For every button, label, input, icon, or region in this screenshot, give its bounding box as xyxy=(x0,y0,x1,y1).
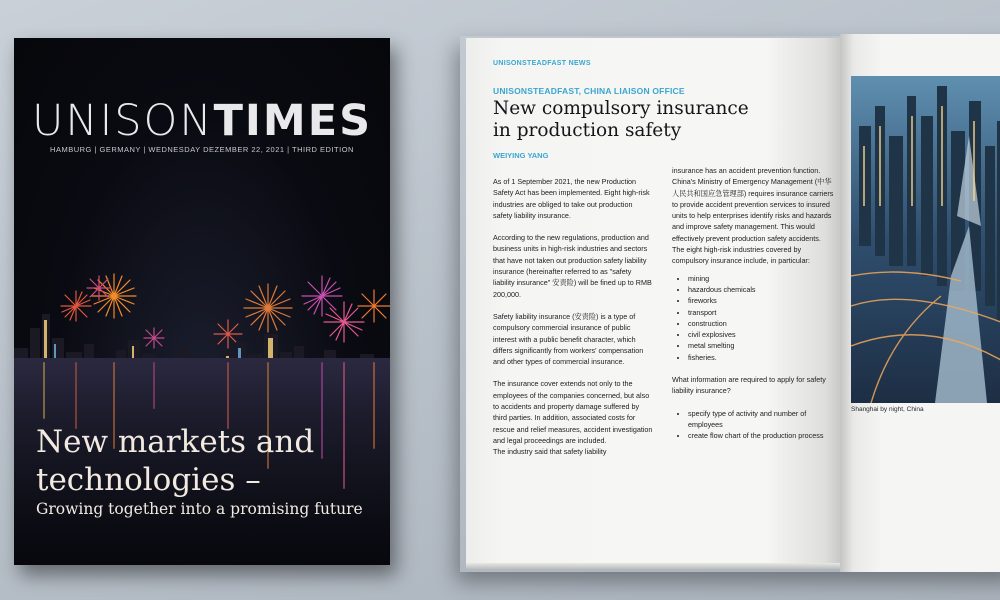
industry-list xyxy=(672,273,834,363)
paragraph: The industry said that safety liability xyxy=(493,447,607,457)
city-aerial-illustration xyxy=(851,76,1000,403)
cover-headline xyxy=(36,423,381,499)
masthead-bold: TIMES xyxy=(213,96,373,146)
article-column-2 xyxy=(672,165,834,453)
magazine-cover xyxy=(14,38,390,565)
list-item: • metal smelting xyxy=(688,340,834,351)
paragraph: Safety liability insurance (安责险) is a type of compulsory commercial insurance of public interest with a public benefit character, which differs significantly from workers' compensation and other types of commercial insurance. xyxy=(493,311,644,367)
paragraph: As of 1 September 2021, the new Production Safety Act has been implemented. Eight high-risk industries are obliged to take out production safety liability insurance. xyxy=(493,177,650,220)
question: What information are required to apply for safety liability insurance? xyxy=(672,375,826,396)
list-item: • fireworks xyxy=(688,295,834,306)
cover-headline-line: New markets and xyxy=(36,424,315,460)
article-title-line: in production safety xyxy=(493,120,682,141)
article-title xyxy=(493,98,793,142)
list-item: • hazardous chemicals xyxy=(688,284,834,295)
paragraph: The eight high-risk industries covered by compulsory insurance include, in particular: xyxy=(672,245,810,266)
article-column-1 xyxy=(493,176,653,469)
list-item: • create flow chart of the production process xyxy=(688,430,834,441)
paragraph: insurance has an accident prevention function. China's Ministry of Emergency Management (中华人民共和国应急管理部) requires insurance carriers to provide accident prevention services to insured units to help enterprises identify risks and hazards and improve safety management. This would effectively prevent production safety accidents. xyxy=(672,166,834,243)
masthead xyxy=(14,96,390,146)
shanghai-photo xyxy=(851,76,1000,403)
list-item: • civil explosives xyxy=(688,329,834,340)
firework-burst xyxy=(87,276,111,300)
list-item: • fisheries. xyxy=(688,352,834,363)
article-title-line: New compulsory insurance xyxy=(493,98,749,119)
cover-subline: Growing together into a promising future xyxy=(36,500,363,518)
cover-headline-line: technologies – xyxy=(36,462,261,498)
photo-caption: Shanghai by night, China xyxy=(851,406,924,413)
article-kicker: UNISONSTEADFAST, CHINA LIAISON OFFICE xyxy=(493,86,685,96)
paragraph: According to the new regulations, production and business units in high-risk industries and sectors that have not taken out production safety liability insurance (hereinafter referred to as "safety liability insurance" 安责险) will be fined up to RMB 200,000. xyxy=(493,233,652,299)
page-edge xyxy=(466,563,840,569)
list-item: • mining xyxy=(688,273,834,284)
list-item: • transport xyxy=(688,307,834,318)
article-byline: WEIYING YANG xyxy=(493,151,549,160)
list-item: • construction xyxy=(688,318,834,329)
requirement-list xyxy=(672,408,834,442)
edition-line: HAMBURG | GERMANY | WEDNESDAY DEZEMBER 22, 2021 | THIRD EDITION xyxy=(50,145,354,154)
list-item: • specify type of activity and number of employees xyxy=(688,408,834,431)
section-label: UNISONSTEADFAST NEWS xyxy=(493,60,591,67)
paragraph: The insurance cover extends not only to the employees of the companies concerned, but also to accidents and property damage suffered by third parties. In addition, associated costs for rescue and relief measures, accident investigation and legal proceedings are included. xyxy=(493,379,653,445)
masthead-light: UNISON xyxy=(31,96,214,146)
